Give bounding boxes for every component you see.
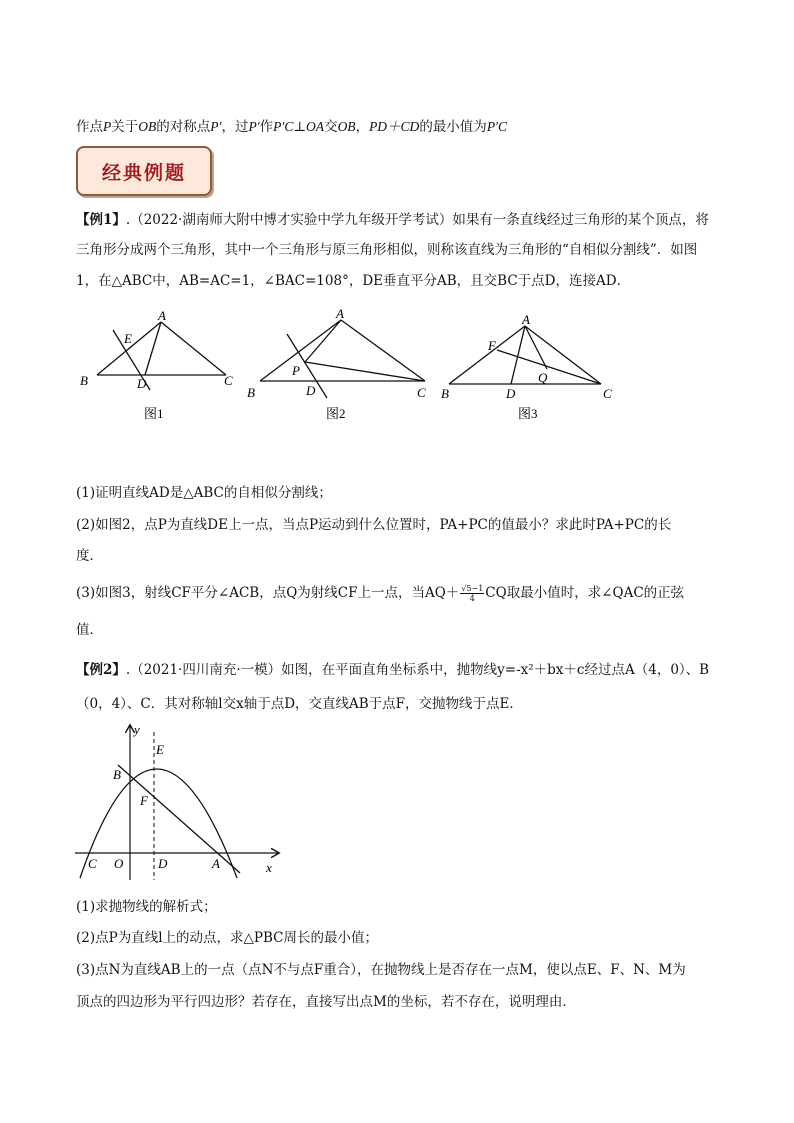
intro-var: P′C bbox=[486, 119, 508, 134]
figure-2 bbox=[260, 320, 425, 398]
example2-q2: (2)点P为直线l上的动点，求△PBC周长的最小值； bbox=[76, 930, 378, 946]
example2-q3b: 顶点的四边形为平行四边形？若存在，直接写出点M的坐标，若不存在，说明理由． bbox=[76, 994, 576, 1010]
fraction-numerator: √5−1 bbox=[461, 584, 484, 593]
intro-text: 的最小值为 bbox=[419, 119, 487, 135]
fig2-label-d: D bbox=[306, 383, 316, 398]
example2-graph bbox=[70, 720, 300, 890]
intro-text: 关于 bbox=[111, 119, 139, 135]
fig3-caption: 图3 bbox=[518, 406, 538, 421]
intro-var: P bbox=[103, 119, 112, 134]
fig1-caption: 图1 bbox=[144, 406, 164, 421]
intro-var: P′ bbox=[210, 119, 222, 134]
fig3-label-d: D bbox=[506, 386, 516, 401]
fig1-label-c: C bbox=[224, 373, 233, 388]
intro-var: OB bbox=[138, 119, 157, 134]
example1-line3: 1，在△ABC中，AB=AC=1，∠BAC=108°，DE垂直平分AB，且交BC于点D，连接AD． bbox=[76, 273, 631, 289]
graph-label-e: E bbox=[156, 742, 164, 757]
example1-q3a-post: CQ取最小值时，求∠QAC的正弦 bbox=[485, 585, 685, 601]
example1-q3a-pre: (3)如图3，射线CF平分∠ACB，点Q为射线CF上一点，当AQ＋ bbox=[76, 585, 460, 601]
fig2-label-p: P bbox=[292, 363, 300, 378]
example1-q2a: (2)如图2，点P为直线DE上一点，当点P运动到什么位置时，PA+PC的值最小？求此时PA+PC的长 bbox=[76, 517, 672, 533]
fig2-label-b: B bbox=[247, 385, 255, 400]
example1-tag: 【例1】 bbox=[76, 212, 126, 228]
intro-text: ， bbox=[355, 119, 370, 135]
graph-label-d: D bbox=[158, 856, 168, 871]
intro-var: P′C⊥OA bbox=[273, 119, 325, 134]
fig1-label-a: A bbox=[158, 308, 166, 323]
intro-text: 作 bbox=[259, 119, 274, 135]
intro-var: PD＋CD bbox=[369, 119, 420, 134]
fraction-denominator: 4 bbox=[469, 594, 475, 603]
fig2-caption: 图2 bbox=[326, 406, 346, 421]
intro-var: P′ bbox=[248, 119, 260, 134]
example1-line2: 三角形分成两个三角形，其中一个三角形与原三角形相似，则称该直线为三角形的“自相似分割线”．如图 bbox=[76, 242, 698, 258]
fig3-label-f: F bbox=[488, 338, 496, 353]
graph-axes bbox=[75, 726, 278, 880]
fig1-label-b: B bbox=[80, 373, 88, 388]
example1-q3a bbox=[76, 583, 726, 603]
intro-text: 作点 bbox=[76, 119, 103, 135]
intro-text: 交 bbox=[324, 119, 338, 135]
fig2-label-c: C bbox=[417, 385, 426, 400]
fig3-label-c: C bbox=[603, 386, 612, 401]
fig1-label-d: D bbox=[137, 376, 147, 391]
fraction bbox=[460, 584, 484, 603]
graph-label-y: y bbox=[134, 722, 140, 737]
example2-q3a: (3)点N为直线AB上的一点（点N不与点F重合），在抛物线上是否存在一点M，使以点E、F、N、M为 bbox=[76, 962, 686, 978]
example1-figures bbox=[0, 0, 794, 440]
example2-line2: （0，4）、C．其对称轴l交x轴于点D，交直线AB于点F，交抛物线于点E． bbox=[76, 696, 523, 712]
line-ab bbox=[118, 765, 240, 873]
example2-tag: 【例2】 bbox=[76, 662, 126, 678]
example2-q1: (1)求抛物线的解析式； bbox=[76, 899, 217, 915]
intro-var: OB bbox=[337, 119, 356, 134]
example1-q1: (1)证明直线AD是△ABC的自相似分割线； bbox=[76, 485, 332, 501]
figure-1 bbox=[97, 322, 226, 390]
example1-q2b: 度． bbox=[76, 548, 103, 564]
example1-text: .（2022·湖南师大附中博才实验中学九年级开学考试）如果有一条直线经过三角形的某个顶点，将 bbox=[125, 212, 709, 228]
example2-text: .（2021·四川南充·一模）如图，在平面直角坐标系中，抛物线y=-x²＋bx＋c经过点A（4，0）、B bbox=[125, 662, 710, 678]
graph-label-o: O bbox=[114, 856, 124, 871]
graph-label-b: B bbox=[113, 767, 121, 782]
intro-text: ，过 bbox=[221, 119, 249, 135]
fig3-label-a: A bbox=[522, 312, 530, 327]
section-banner-label: 经典例题 bbox=[101, 162, 186, 184]
fig1-label-e: E bbox=[124, 331, 132, 346]
figure-3 bbox=[449, 326, 601, 384]
example2-line1 bbox=[76, 660, 726, 680]
fig2-label-a: A bbox=[336, 306, 344, 321]
graph-label-a: A bbox=[212, 856, 220, 871]
fig3-label-q: Q bbox=[538, 370, 548, 385]
example1-q3b: 值． bbox=[76, 622, 103, 638]
graph-label-x: x bbox=[266, 860, 272, 875]
graph-label-f: F bbox=[140, 793, 148, 808]
fig3-label-b: B bbox=[441, 386, 449, 401]
intro-text: 的对称点 bbox=[156, 119, 211, 135]
graph-label-c: C bbox=[88, 856, 97, 871]
